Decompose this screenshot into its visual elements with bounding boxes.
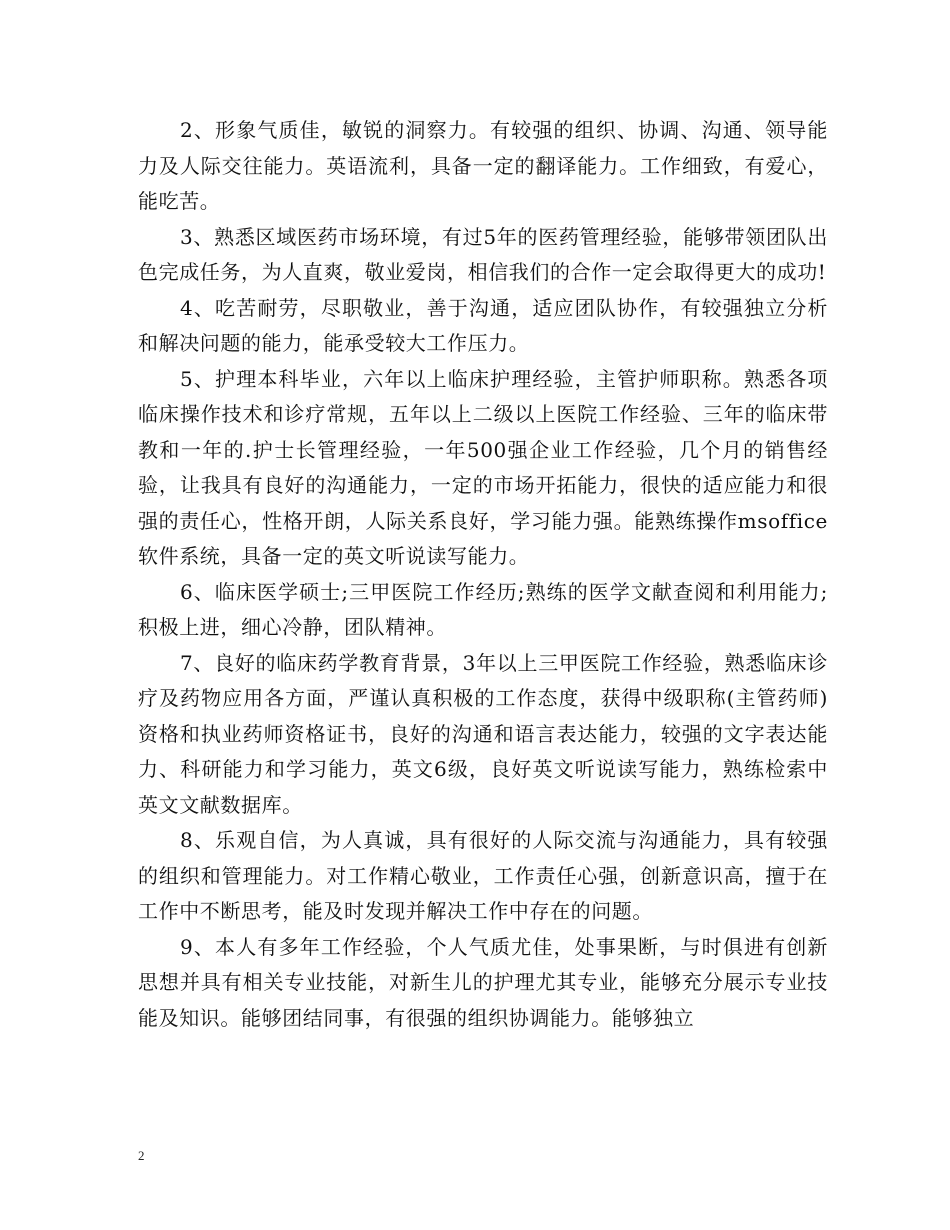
document-body (138, 113, 828, 1036)
paragraph-item-9: 9、本人有多年工作经验，个人气质尤佳，处事果断，与时俱进有创新思想并具有相关专业技能，对新生儿的护理尤其专业，能够充分展示专业技能及知识。能够团结同事，有很强的组织协调能力。能够独立 (138, 934, 828, 1030)
paragraph-item-7: 7、良好的临床药学教育背景，3年以上三甲医院工作经验，熟悉临床诊疗及药物应用各方面，严谨认真积极的工作态度，获得中级职称(主管药师)资格和执业药师资格证书，良好的沟通和语言表达能力，较强的文字表达能力、科研能力和学习能力，英文6级，良好英文听说读写能力，熟练检索中英文文献数据库。 (138, 650, 828, 817)
paragraph-item-8: 8、乐观自信，为人真诚，具有很好的人际交流与沟通能力，具有较强的组织和管理能力。对工作精心敬业，工作责任心强，创新意识高，擅于在工作中不断思考，能及时发现并解决工作中存在的问题。 (138, 828, 828, 923)
paragraph-item-3: 3、熟悉区域医药市场环境，有过5年的医药管理经验，能够带领团队出色完成任务，为人直爽，敬业爱岗，相信我们的合作一定会取得更大的成功! (138, 224, 828, 284)
paragraph-item-2: 2、形象气质佳，敏锐的洞察力。有较强的组织、协调、沟通、领导能力及人际交往能力。英语流利，具备一定的翻译能力。工作细致，有爱心，能吃苦。 (138, 118, 828, 213)
paragraph-item-6: 6、临床医学硕士;三甲医院工作经历;熟练的医学文献查阅和利用能力;积极上进，细心冷静，团队精神。 (138, 579, 828, 639)
page-number: 2 (138, 1148, 145, 1163)
paragraph-item-4: 4、吃苦耐劳，尽职敬业，善于沟通，适应团队协作，有较强独立分析和解决问题的能力，能承受较大工作压力。 (138, 295, 828, 355)
paragraph-item-5: 5、护理本科毕业，六年以上临床护理经验，主管护师职称。熟悉各项临床操作技术和诊疗常规，五年以上二级以上医院工作经验、三年的临床带教和一年的.护士长管理经验，一年500强企业工作经验，几个月的销售经验，让我具有良好的沟通能力，一定的市场开拓能力，很快的适应能力和很强的责任心，性格开朗，人际关系良好，学习能力强。能熟练操作msoffice软件系统，具备一定的英文听说读写能力。 (138, 366, 828, 568)
